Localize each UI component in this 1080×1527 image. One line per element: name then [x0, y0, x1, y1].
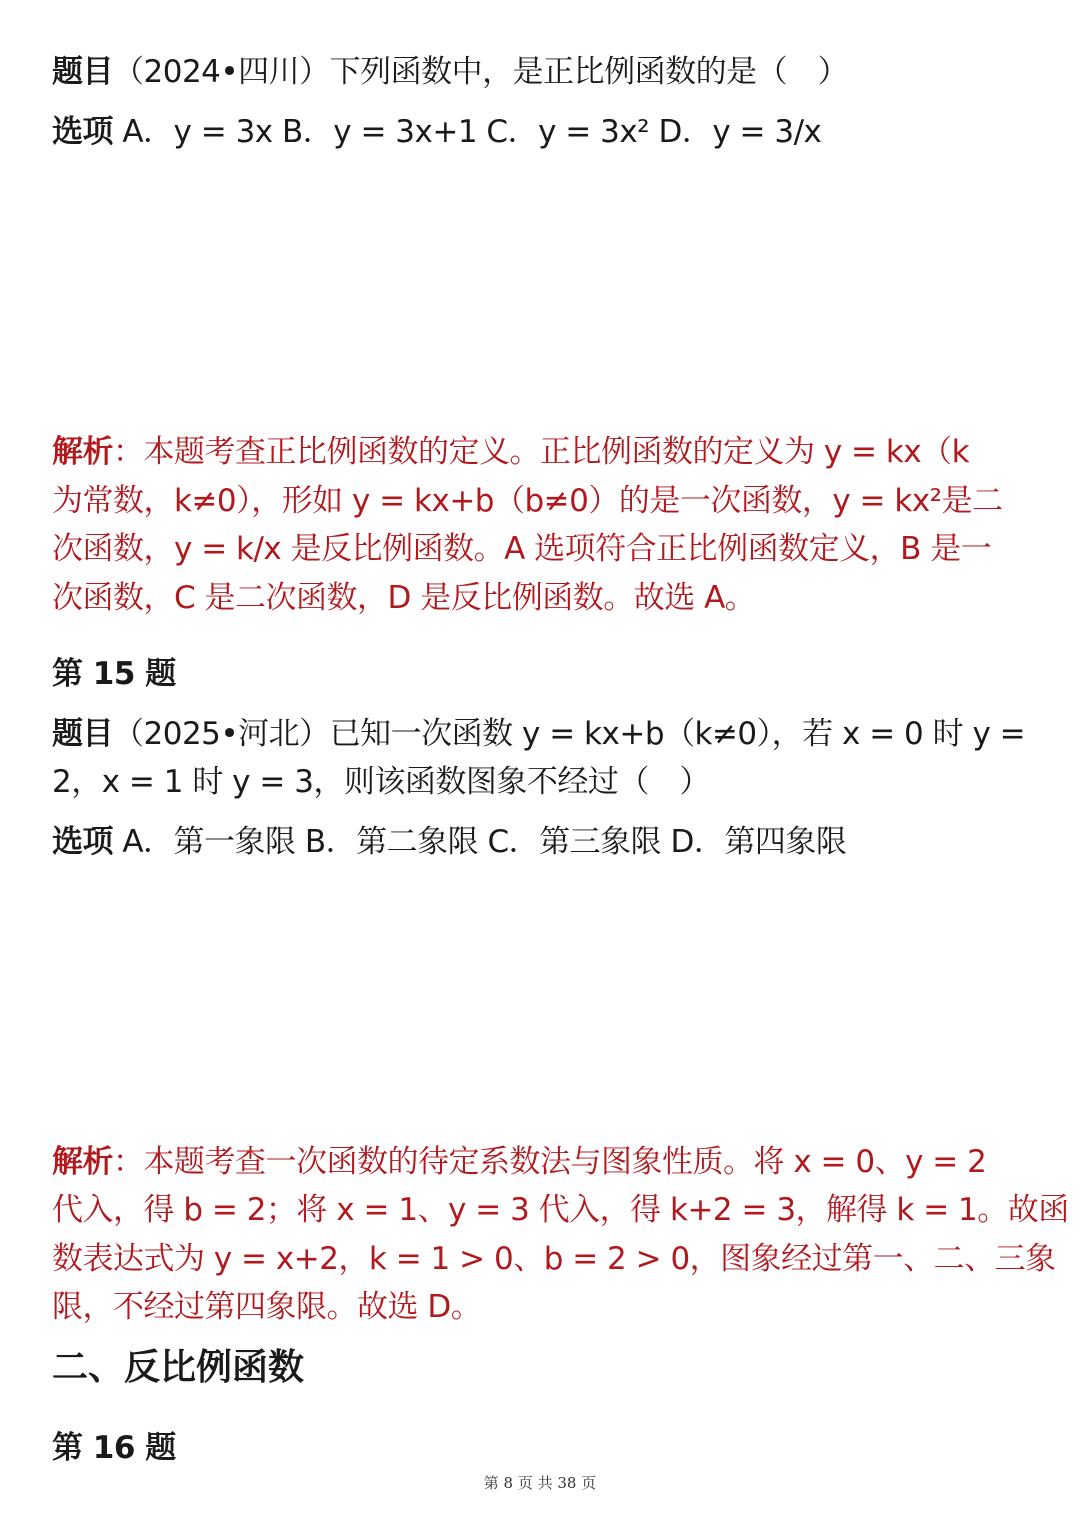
section-heading: 二、反比例函数: [52, 1347, 305, 1388]
q15-options-label: 选项: [52, 824, 113, 860]
q14-options-label: 选项: [52, 114, 113, 150]
q15-options-text: A．第一象限 B．第二象限 C．第三象限 D．第四象限: [113, 824, 847, 860]
q15-title-line-1: [52, 714, 1025, 754]
page-number-footer: 第 8 页 共 38 页: [483, 1474, 597, 1492]
q15-heading: 第 15 题: [52, 656, 176, 692]
q15-analysis-text-1: ：本题考查一次函数的待定系数法与图象性质。将 x = 0、y = 2: [113, 1144, 987, 1180]
q15-title-text-1: （2025•河北）已知一次函数 y = kx+b（k≠0），若 x = 0 时 y =: [113, 716, 1026, 752]
q14-analysis-text-1: ：本题考查正比例函数的定义。正比例函数的定义为 y = kx（k: [113, 434, 970, 470]
q14-analysis-line-4: 次函数，C 是二次函数，D 是反比例函数。故选 A。: [52, 580, 756, 616]
q15-title-label: 题目: [52, 716, 113, 752]
q14-title-text: （2024•四川）下列函数中，是正比例函数的是（ ）: [113, 54, 849, 90]
q15-analysis-label: 解析: [52, 1144, 113, 1180]
q14-analysis-line-1: [52, 432, 969, 472]
q15-options: [52, 822, 846, 862]
q14-analysis-label: 解析: [52, 434, 113, 470]
q15-analysis-line-3: 数表达式为 y = x+2，k = 1 > 0、b = 2 > 0，图象经过第一、二、三象: [52, 1241, 1056, 1277]
q15-title-line-2: 2，x = 1 时 y = 3，则该函数图象不经过（ ）: [52, 764, 710, 800]
q14-options: [52, 112, 821, 152]
q14-title: [52, 52, 848, 92]
q15-analysis-line-2: 代入，得 b = 2；将 x = 1、y = 3 代入，得 k+2 = 3，解得 k = 1。故函: [52, 1192, 1069, 1228]
q14-title-label: 题目: [52, 54, 113, 90]
q15-analysis-line-1: [52, 1142, 986, 1182]
q14-analysis-line-2: 为常数，k≠0），形如 y = kx+b（b≠0）的是一次函数，y = kx²是二: [52, 483, 1003, 519]
q15-analysis-line-4: 限，不经过第四象限。故选 D。: [52, 1289, 482, 1325]
q14-analysis-line-3: 次函数，y = k/x 是反比例函数。A 选项符合正比例函数定义，B 是一: [52, 531, 992, 567]
q14-options-text: A．y = 3x B．y = 3x+1 C．y = 3x² D．y = 3/x: [113, 114, 822, 150]
q16-heading: 第 16 题: [52, 1430, 176, 1466]
